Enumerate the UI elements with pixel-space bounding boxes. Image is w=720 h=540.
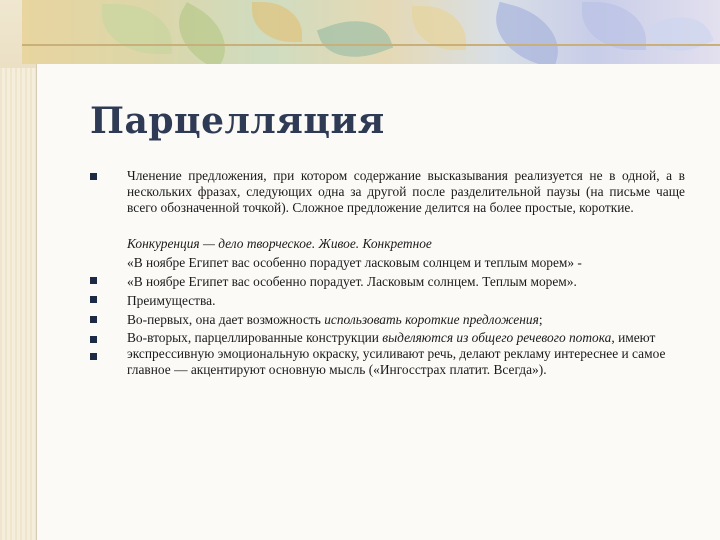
bullet-icon [90, 336, 97, 343]
italic-example: Конкуренция — дело творческое. Живое. Конкретное [127, 236, 432, 251]
bullet-icon [90, 277, 97, 284]
advantage-first: Во-первых, она дает возможность использовать короткие предложения; [127, 312, 543, 327]
slide-body [127, 168, 685, 378]
floral-banner [22, 0, 720, 64]
example-parcelled: «В ноябре Египет вас особенно порадует. Ласковым солнцем. Теплым морем». [127, 274, 577, 289]
bullet-icon [90, 173, 97, 180]
definition-paragraph: Членение предложения, при котором содержание высказывания реализуется не в одной, а в нескольких фразах, следующих одна за другой после разделительной паузы (на письме чаще всего обозначенной точкой). Сложное предложение делится на более простые, короткие. [127, 168, 685, 215]
bullet-icon [90, 316, 97, 323]
slide-title: Парцелляция [90, 100, 385, 142]
paper-texture-left [0, 0, 36, 540]
example-original: «В ноябре Египет вас особенно порадует ласковым солнцем и теплым морем» - [127, 255, 582, 270]
advantage-second: Во-вторых, парцеллированные конструкции выделяются из общего речевого потока, имеют экспрессивную эмоциональную окраску, усиливают речь, делают рекламу интереснее и самое главное — акцентируют основную мысль («Ингосстрах платит. Всегда»). [127, 330, 666, 377]
bullet-icon [90, 296, 97, 303]
advantages-heading: Преимущества. [127, 293, 216, 308]
slide-edge-line [36, 64, 37, 540]
bullet-icon [90, 353, 97, 360]
